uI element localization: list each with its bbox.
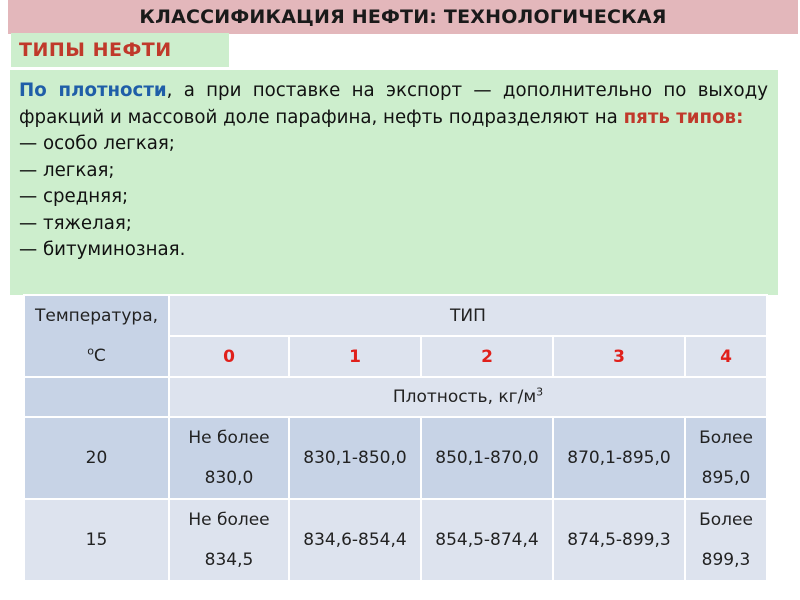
slide-title: КЛАССИФИКАЦИЯ НЕФТИ: ТЕХНОЛОГИЧЕСКАЯ [8, 0, 798, 34]
cell-line: Более [699, 428, 753, 448]
density-cell-type2: 854,5-874,4 [421, 499, 553, 581]
density-cell-type1: 834,6-854,4 [289, 499, 421, 581]
density-cell-type4 [685, 499, 767, 581]
type-2-header: 2 [421, 336, 553, 377]
intro-paragraph [19, 78, 768, 131]
cell-line: Более [699, 510, 753, 530]
list-item: — легкая; [19, 159, 115, 181]
temp-cell: 15 [24, 499, 169, 581]
five-types-highlight: пять типов [623, 106, 737, 128]
cell-line: Не более [188, 428, 270, 448]
intro-colon: : [736, 106, 744, 128]
density-cell-type4 [685, 417, 767, 499]
density-highlight: По плотности [19, 80, 167, 101]
list-item: — средняя; [19, 186, 129, 207]
temperature-header-unit: C [93, 346, 106, 366]
list-item: — битуминозная. [19, 239, 186, 260]
density-cell-type3: 870,1-895,0 [553, 417, 685, 499]
density-cell-type3: 874,5-899,3 [553, 499, 685, 581]
list-item: — тяжелая; [19, 212, 132, 234]
temperature-header-line1: Температура, [34, 306, 159, 326]
list-item: — особо легкая; [19, 133, 175, 154]
temperature-header [24, 295, 169, 377]
cell-line: Не более [188, 510, 270, 530]
cell-line: 830,0 [204, 468, 254, 488]
cell-line: 895,0 [701, 468, 751, 488]
oil-types-table [23, 294, 768, 582]
type-0-header: 0 [169, 336, 289, 377]
cell-line: 899,3 [701, 550, 751, 570]
density-cell-type2: 850,1-870,0 [421, 417, 553, 499]
density-header [169, 377, 767, 417]
intro-text-box [10, 70, 778, 295]
type-header: ТИП [169, 295, 767, 336]
section-label: ТИПЫ НЕФТИ [11, 33, 229, 67]
density-cell-type0 [169, 499, 289, 581]
type-3-header: 3 [553, 336, 685, 377]
type-1-header: 1 [289, 336, 421, 377]
cell-line: 834,5 [204, 550, 254, 570]
density-cell-type0 [169, 417, 289, 499]
degree-sup: o [87, 344, 94, 358]
density-header-text: Плотность, кг/м [392, 387, 537, 407]
density-cell-type1: 830,1-850,0 [289, 417, 421, 499]
type-4-header: 4 [685, 336, 767, 377]
table-row [24, 417, 767, 499]
table-row [24, 499, 767, 581]
density-sup: 3 [536, 385, 544, 399]
intro-text: , а при поставке на экспорт — дополнительно по выходу фракций и массовой доле парафина, нефть подразделяют на [19, 80, 768, 128]
blank-cell [24, 377, 169, 417]
temp-cell: 20 [24, 417, 169, 499]
